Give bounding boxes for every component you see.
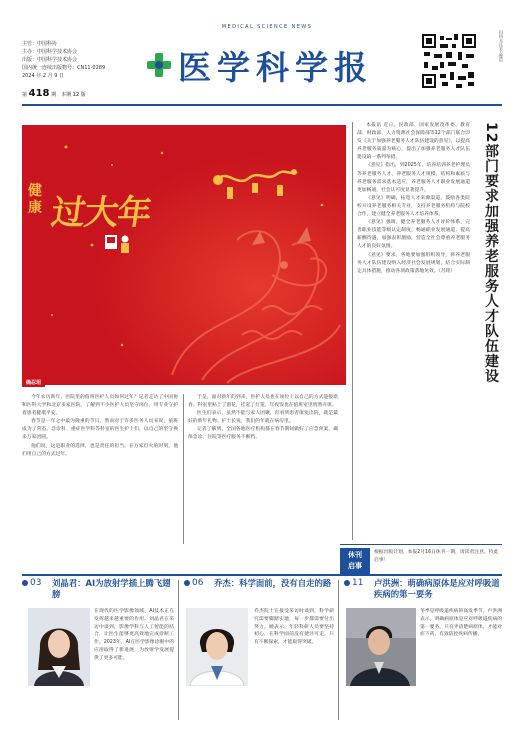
meta-line: 出版：中国科学技术协会 <box>22 57 78 63</box>
brief-tag <box>340 548 370 574</box>
lead-article-paragraph: 本报讯 近日，民政部、国家发展改革委、教育部、财政部、人力资源社会保障部等12个部门联合印发《关于加强养老服务人才队伍建设的意见》，以提高养老服务质量为核心，提出了加强养老服务人才队伍建设的一系列举措。 <box>357 123 470 161</box>
section-06-number <box>184 578 203 588</box>
lead-article-paragraph: 《意见》要求，各地要加强组织领导，将养老服务人才队伍建设纳入经济社会发展规划，结合实际制定具体措施，推动各项政策落地见效。（苏铭） <box>357 252 470 274</box>
meta-line: 主办：中国科学技术协会 <box>22 49 78 55</box>
meta-line: 国内统一连续出版物号：CN11-0289 <box>22 65 106 71</box>
qr-note: 扫码关注官方微信 <box>499 30 504 62</box>
lead-article-paragraph: 《意见》强调，健全养老服务人才评价体系，完善职业技能等级认定制度，畅通职业发展通道，提高薪酬待遇，加强表彰激励，营造全社会尊重养老服务人才的良好氛围。 <box>357 220 470 250</box>
meta-line: 主管：中国科协 <box>22 41 58 47</box>
new-year-banner <box>22 125 346 385</box>
section-number: 06 <box>192 578 204 588</box>
section-11-title: 卢洪洲：萌确病原体是应对呼吸道疾病的第一要务 <box>374 578 500 599</box>
section-03-header[interactable] <box>22 578 172 604</box>
section-number: 03 <box>30 578 42 588</box>
banner-slogan: 过大年 <box>48 193 154 233</box>
middle-article-paragraph: 于是，面对新年的到来，医护人员也在岗位上以自己的方式迎接新春。科室里贴上了窗花，挂起了灯笼，年夜饭也在值班室里悄然开席。 <box>188 395 338 409</box>
issue-suffix: 期 本期 12 版 <box>51 92 86 98</box>
brief-tag-line: 启事 <box>348 562 362 570</box>
section-11-text: 冬季是呼吸道疾病的高发季节，卢洪洲表示，明确病原体是应对呼吸道疾病的第一要务。只有弄清楚病原体，才能对症下药，有效防控疾病传播。 <box>420 609 502 638</box>
section-03-text: 在现代的医学影像领域，AI技术正在发挥越来越重要的作用。刘晶君在采访中谈到，影像学科与人工智能的结合，让医生能够更高效地完成诊断工作。2023年，AI在医学影像诊断中的应用取得了新进展，为放射学发展提供了更多可能。 <box>94 609 174 661</box>
column-divider <box>178 580 179 720</box>
masthead-meta <box>22 40 142 80</box>
banner-jian: 健 <box>28 183 42 199</box>
column-divider <box>338 580 339 720</box>
section-11-header[interactable] <box>344 578 502 604</box>
brief-tag-line: 休刊 <box>348 551 362 559</box>
column-divider <box>352 122 353 540</box>
lead-headline[interactable]: 12部门要求加强养老服务人才队伍建设 <box>483 122 499 384</box>
section-06-text: 乔杰院士在接受采访时谈到，科学研究需要脚踏实地，每一步都需要付出努力。她表示，年轻科研人员要坚持初心，在科学面前没有捷径可走。只有不断探索，才能取得突破。 <box>254 609 334 646</box>
left-article-paragraph: 他们说，这是职业的选择，也是责任的担当。在万家灯火的时刻，他们用自己的方式过年。 <box>22 443 178 457</box>
issue-label: 第 <box>22 92 28 98</box>
banner-caption: 确忍坦 <box>22 378 45 387</box>
masthead-divider <box>22 104 502 106</box>
left-article <box>22 394 178 459</box>
section-divider <box>340 544 502 545</box>
lead-article-paragraph: 《意见》明确，拓宽人才来源渠道，鼓励各类院校开设养老服务相关专业，支持养老服务机构与院校合作，建立健全养老服务人才培养体系。 <box>357 195 470 218</box>
newspaper-title: 医学科学报 <box>178 48 373 87</box>
lead-article <box>357 122 470 276</box>
left-article-paragraph: 今年农历新年，医院里的值班医护人员如何过年？记者走访了中国协和医科大学和北京多家医院，了解到不少医护人员坚守岗位，用专业守护着患者健康平安。 <box>22 395 178 417</box>
issue-info <box>22 88 86 99</box>
qr-code-icon[interactable] <box>420 32 478 90</box>
english-name: MEDICAL SCIENCE NEWS <box>221 24 313 30</box>
section-06-title: 乔杰：科学面前，没有自走的路 <box>214 578 332 588</box>
middle-article-paragraph: 医生们表示，虽然不能与家人团聚，但看到患者康复出院，就是最好的新年礼物。护士长说，我们的年就在病房里。 <box>188 411 338 425</box>
portrait-photo <box>186 608 248 686</box>
banner-kang: 康 <box>28 200 42 216</box>
bottom-divider <box>22 574 502 576</box>
section-11-number <box>344 578 363 588</box>
bullet-icon <box>344 580 350 586</box>
column-divider <box>183 394 184 544</box>
left-article-paragraph: 春节是一年之中最为隆重的节日，然而对于许多医务人员来说，值班成为了常态。急诊科、重症医学科等科室的医生护士们，以自己的坚守换来万家团圆。 <box>22 419 178 441</box>
portrait-photo <box>346 608 416 686</box>
meta-line: 2024 年 2 月 9 日 <box>22 73 65 79</box>
middle-article-paragraph: 记者了解到，全国各地医疗机构都在春节期间做好了应急预案，确保急诊、住院等医疗服务不断档。 <box>188 427 338 441</box>
issue-number: 418 <box>28 88 50 99</box>
middle-article <box>188 394 338 443</box>
brief-text: 根据出版计划，本报2月16日休刊一期，请读者注意。特此启事！ <box>374 550 499 563</box>
portrait-photo <box>28 608 90 686</box>
logo-cross-icon <box>146 52 172 78</box>
bullet-icon <box>22 580 28 586</box>
section-number: 11 <box>352 578 364 588</box>
section-03-title: 刘晶君：AI为放射学插上腾飞翅膀 <box>52 578 171 599</box>
section-03-number <box>22 578 41 588</box>
lead-article-paragraph: 《意见》指出，到2025年，培养培训养老护理员等养老服务人才，养老服务人才规模、结构和素质与养老服务需求基本适应，养老服务人才职业发展通道更加畅通，社会认可度显著提升。 <box>357 163 470 193</box>
banner-art <box>22 125 346 385</box>
section-06-header[interactable] <box>184 578 334 604</box>
bullet-icon <box>184 580 190 586</box>
